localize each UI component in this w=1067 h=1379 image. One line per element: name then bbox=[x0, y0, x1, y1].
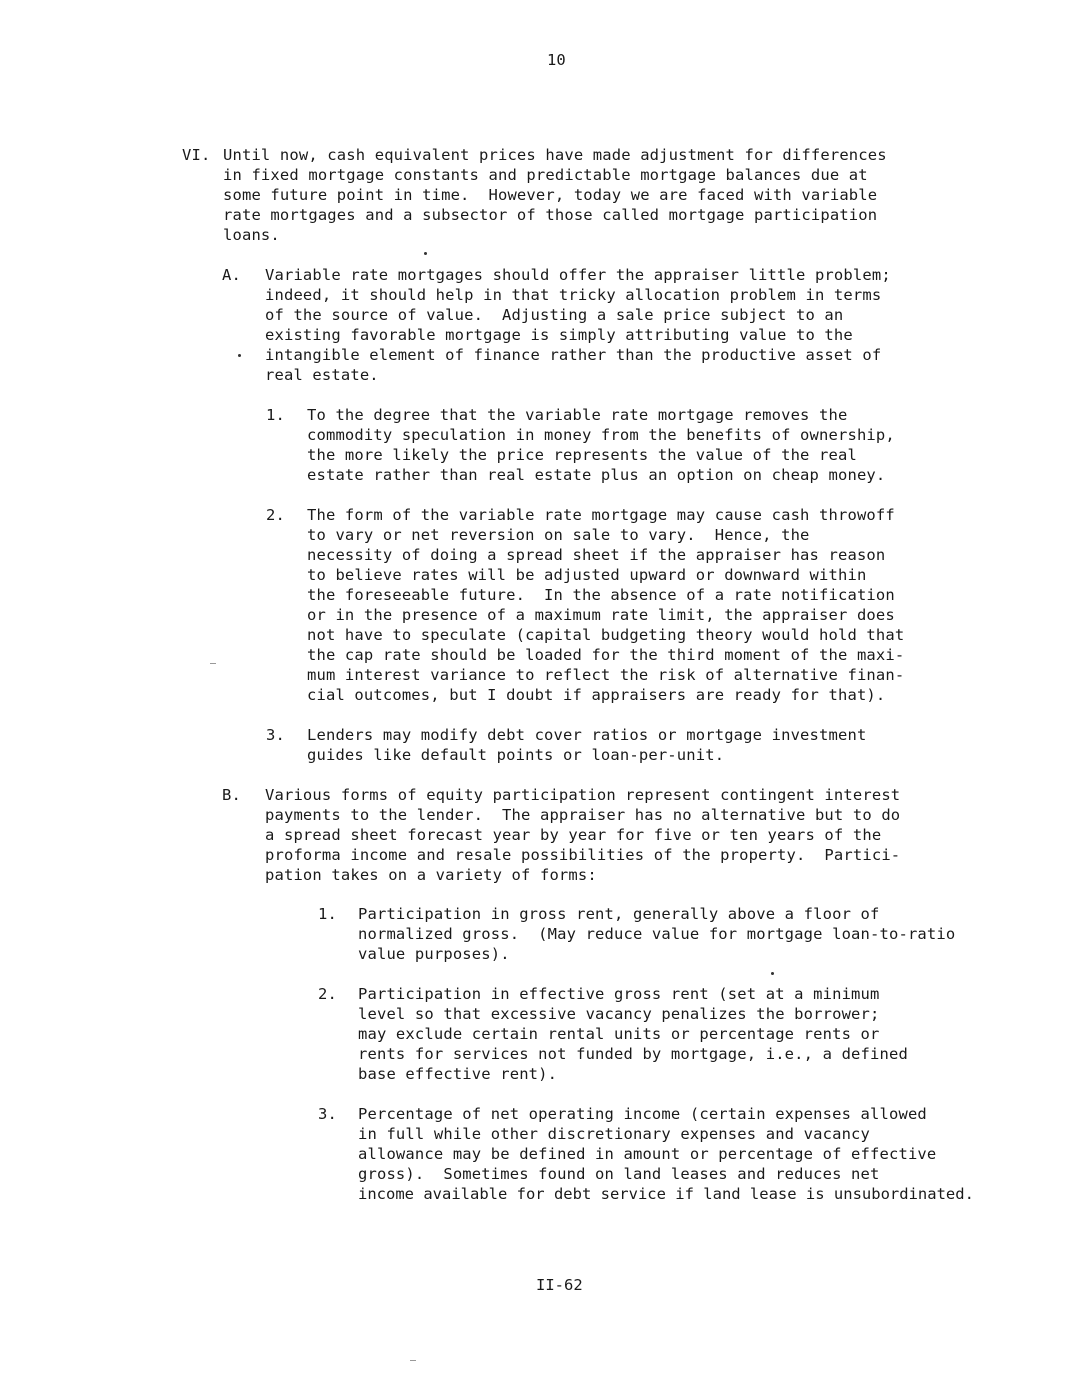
item-b3-marker: 3. bbox=[318, 1105, 337, 1123]
page-number-top: 10 bbox=[547, 51, 566, 69]
item-a2-line: to vary or net reversion on sale to vary. Hence, the bbox=[307, 526, 810, 544]
item-a1-line: estate rather than real estate plus an option on cheap money. bbox=[307, 466, 886, 484]
stray-dot bbox=[771, 972, 774, 975]
item-b2-line: may exclude certain rental units or percentage rents or bbox=[358, 1025, 880, 1043]
item-a2-line: The form of the variable rate mortgage may cause cash throwoff bbox=[307, 506, 895, 524]
item-a-line: real estate. bbox=[265, 366, 379, 384]
item-a3-marker: 3. bbox=[266, 726, 285, 744]
item-b-marker: B. bbox=[222, 786, 241, 804]
item-a2-line: necessity of doing a spread sheet if the appraiser has reason bbox=[307, 546, 886, 564]
item-a-line: Variable rate mortgages should offer the appraiser little problem; bbox=[265, 266, 891, 284]
item-b3-line: Percentage of net operating income (certain expenses allowed bbox=[358, 1105, 927, 1123]
item-a2-line: mum interest variance to reflect the risk of alternative finan- bbox=[307, 666, 905, 684]
item-a2-line: not have to speculate (capital budgeting theory would hold that bbox=[307, 626, 905, 644]
item-a2-line: to believe rates will be adjusted upward or downward within bbox=[307, 566, 867, 584]
item-a-line: of the source of value. Adjusting a sale price subject to an bbox=[265, 306, 844, 324]
item-b-line: payments to the lender. The appraiser has no alternative but to do bbox=[265, 806, 901, 824]
item-a2-line: the foreseeable future. In the absence of a rate notification bbox=[307, 586, 895, 604]
item-a2-line: or in the presence of a maximum rate limit, the appraiser does bbox=[307, 606, 895, 624]
item-b3-line: gross). Sometimes found on land leases and reduces net bbox=[358, 1165, 880, 1183]
section-vi-line: rate mortgages and a subsector of those called mortgage participation bbox=[223, 206, 878, 224]
item-b2-line: rents for services not funded by mortgage, i.e., a defined bbox=[358, 1045, 908, 1063]
section-vi-line: some future point in time. However, today we are faced with variable bbox=[223, 186, 878, 204]
item-b1-line: normalized gross. (May reduce value for mortgage loan-to-ratio bbox=[358, 925, 956, 943]
section-vi-line: in fixed mortgage constants and predictable mortgage balances due at bbox=[223, 166, 868, 184]
item-b2-line: Participation in effective gross rent (set at a minimum bbox=[358, 985, 880, 1003]
item-a-line: existing favorable mortgage is simply attributing value to the bbox=[265, 326, 853, 344]
stray-mark bbox=[410, 1360, 416, 1361]
item-b2-marker: 2. bbox=[318, 985, 337, 1003]
item-a-line: intangible element of finance rather than the productive asset of bbox=[265, 346, 882, 364]
stray-dot bbox=[424, 252, 427, 255]
item-a2-marker: 2. bbox=[266, 506, 285, 524]
item-b-line: Various forms of equity participation represent contingent interest bbox=[265, 786, 901, 804]
item-a1-marker: 1. bbox=[266, 406, 285, 424]
section-vi-marker: VI. bbox=[182, 146, 211, 164]
item-b-line: proforma income and resale possibilities of the property. Partici- bbox=[265, 846, 901, 864]
item-b3-line: in full while other discretionary expenses and vacancy bbox=[358, 1125, 871, 1143]
item-a3-line: guides like default points or loan-per-unit. bbox=[307, 746, 725, 764]
item-b-line: a spread sheet forecast year by year for five or ten years of the bbox=[265, 826, 882, 844]
item-b3-line: allowance may be defined in amount or percentage of effective bbox=[358, 1145, 937, 1163]
item-b-line: pation takes on a variety of forms: bbox=[265, 866, 597, 884]
item-a-marker: A. bbox=[222, 266, 241, 284]
item-a3-line: Lenders may modify debt cover ratios or mortgage investment bbox=[307, 726, 867, 744]
page-number-bottom: II-62 bbox=[536, 1276, 583, 1294]
item-a-line: indeed, it should help in that tricky allocation problem in terms bbox=[265, 286, 882, 304]
item-a2-line: cial outcomes, but I doubt if appraisers are ready for that). bbox=[307, 686, 886, 704]
item-b3-line: income available for debt service if land lease is unsubordinated. bbox=[358, 1185, 974, 1203]
item-b1-marker: 1. bbox=[318, 905, 337, 923]
stray-mark bbox=[210, 663, 216, 664]
section-vi-line: loans. bbox=[223, 226, 280, 244]
item-b1-line: value purposes). bbox=[358, 945, 510, 963]
stray-dot bbox=[238, 354, 241, 357]
item-b2-line: base effective rent). bbox=[358, 1065, 558, 1083]
item-a1-line: the more likely the price represents the value of the real bbox=[307, 446, 857, 464]
item-b1-line: Participation in gross rent, generally above a floor of bbox=[358, 905, 880, 923]
item-a1-line: To the degree that the variable rate mortgage removes the bbox=[307, 406, 848, 424]
item-a1-line: commodity speculation in money from the benefits of ownership, bbox=[307, 426, 895, 444]
item-a2-line: the cap rate should be loaded for the third moment of the maxi- bbox=[307, 646, 905, 664]
section-vi-line: Until now, cash equivalent prices have made adjustment for differences bbox=[223, 146, 887, 164]
item-b2-line: level so that excessive vacancy penalizes the borrower; bbox=[358, 1005, 880, 1023]
